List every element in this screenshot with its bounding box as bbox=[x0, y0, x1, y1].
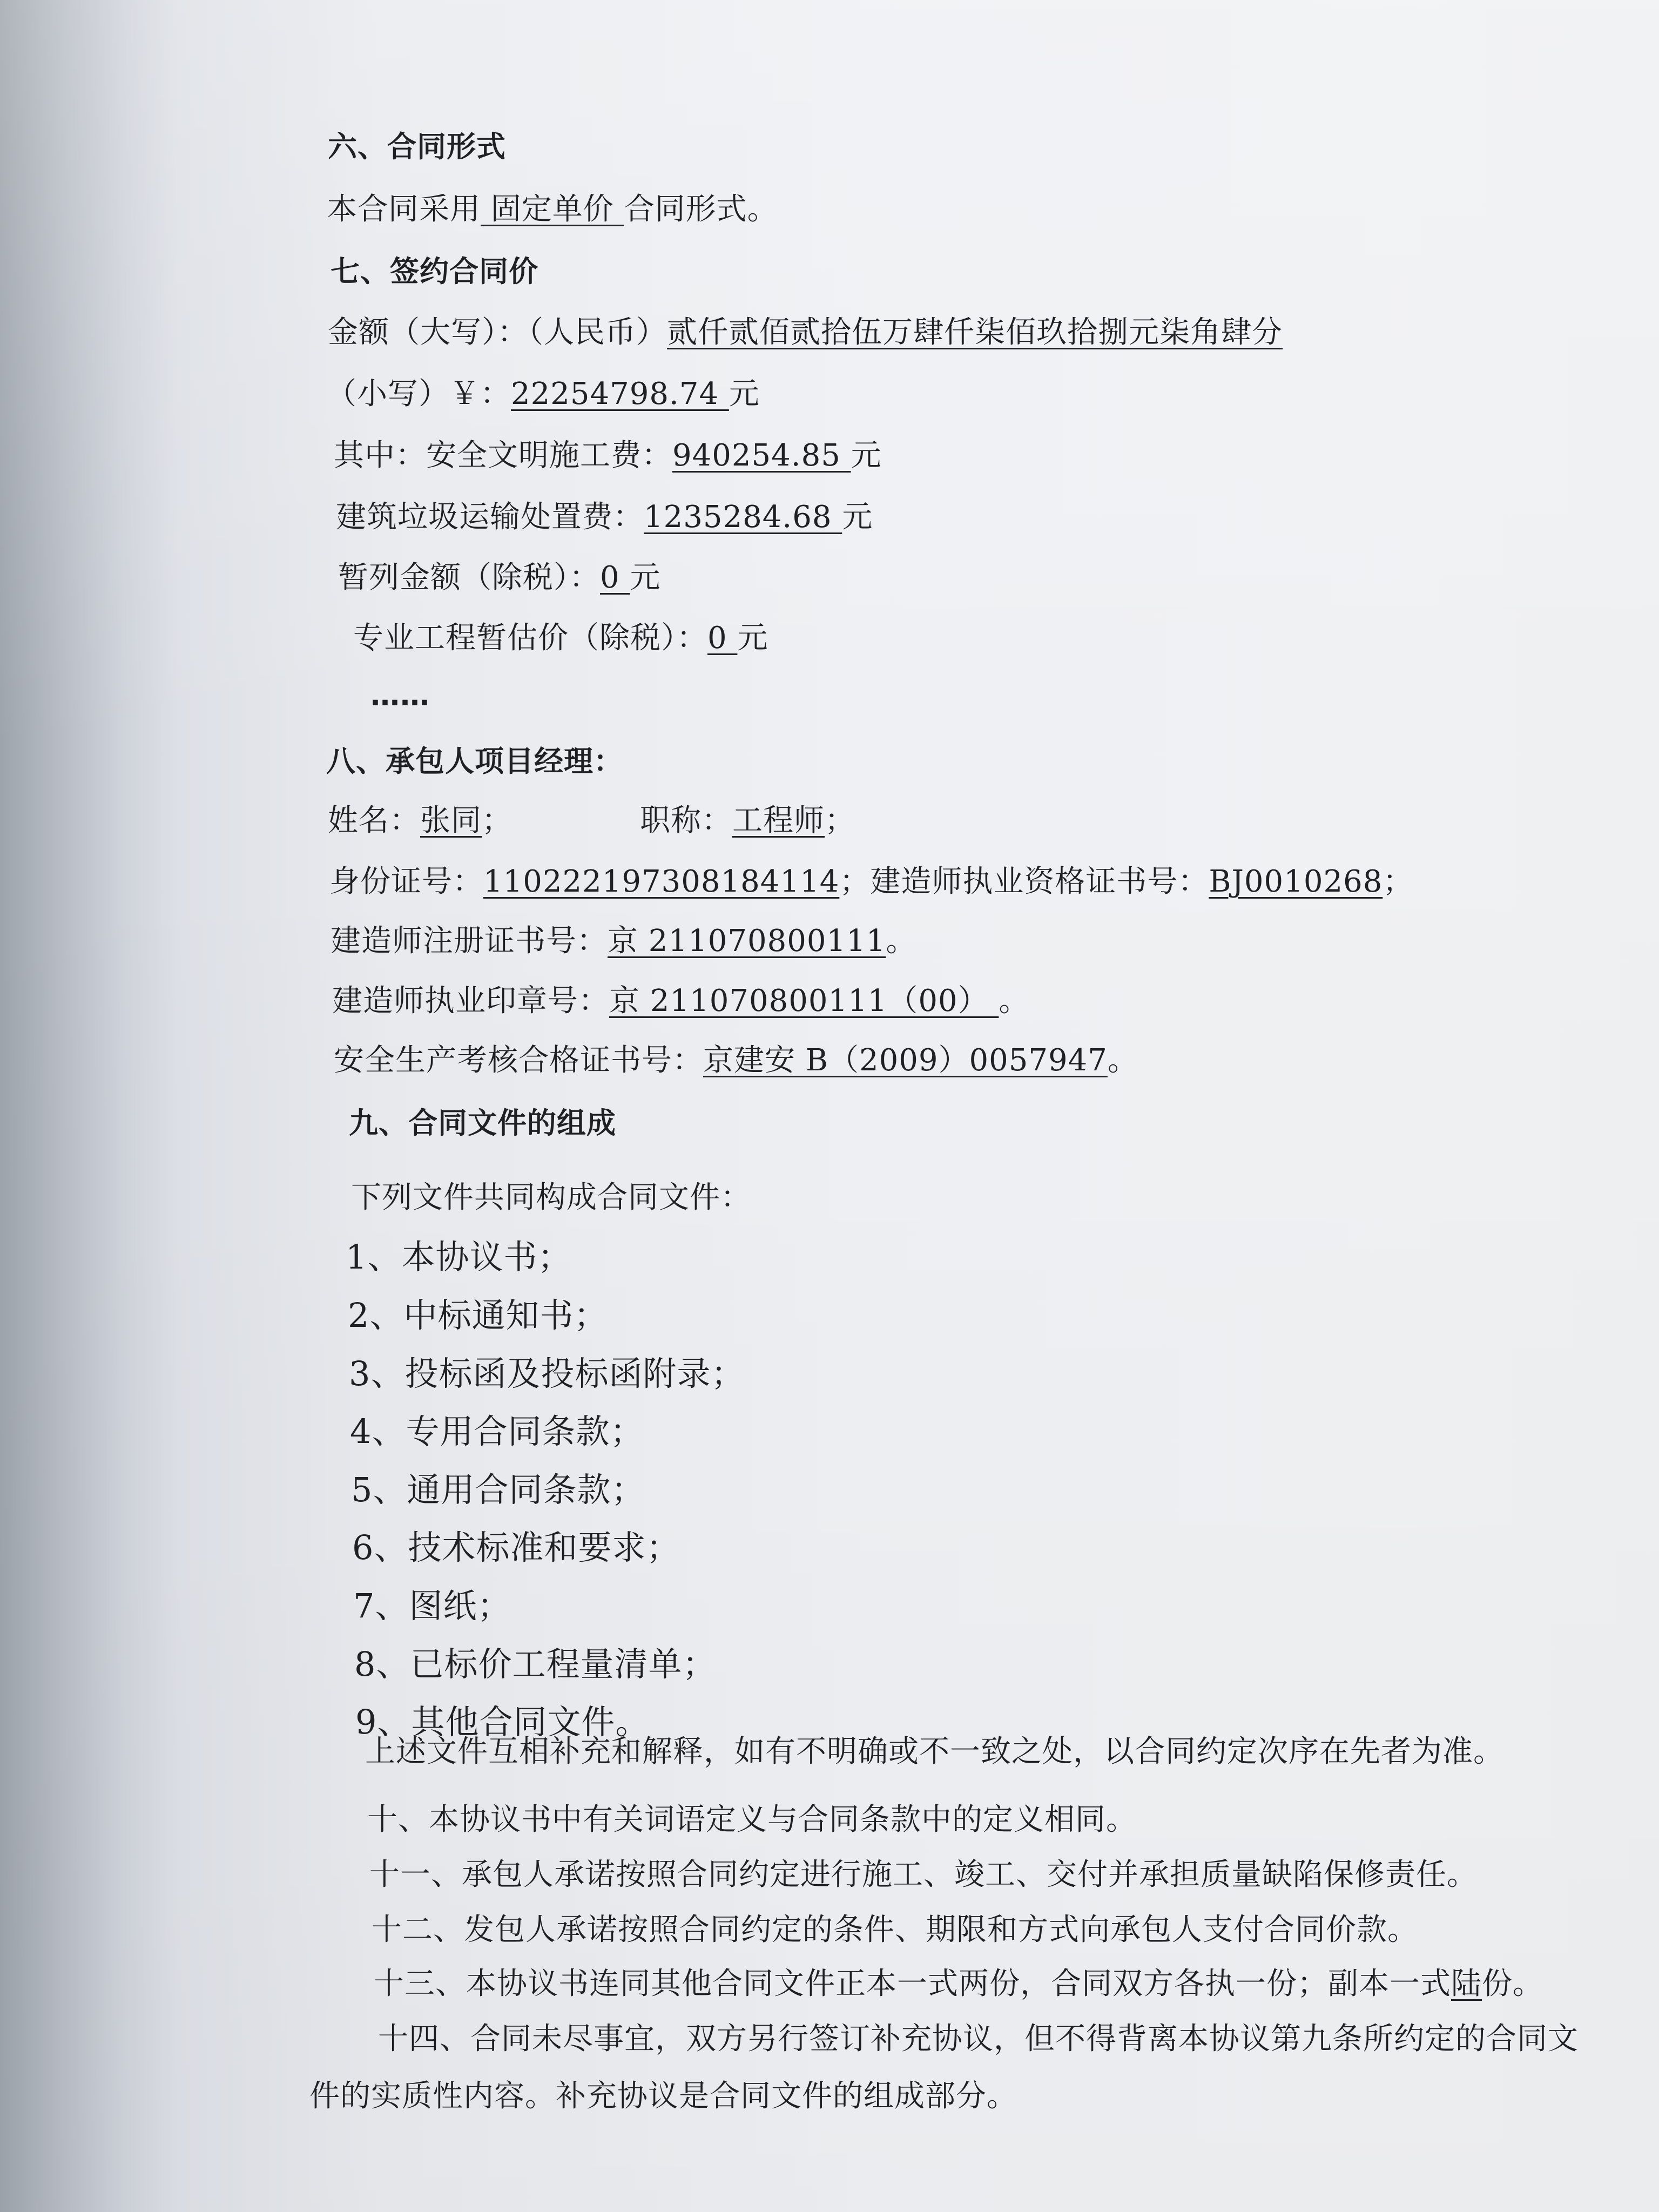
id-number-value: 110222197308184114 bbox=[483, 864, 840, 899]
manager-name-line bbox=[328, 801, 512, 840]
document-item-3: 3、投标函及投标函附录； bbox=[349, 1354, 745, 1393]
safety-cert-end: 。 bbox=[1107, 1043, 1138, 1078]
registration-end: 。 bbox=[886, 923, 917, 959]
section-9-heading: 九、合同文件的组成 bbox=[349, 1106, 616, 1140]
safety-fee-value: 940254.85 bbox=[672, 438, 851, 473]
amount-lower-value: 22254798.74 bbox=[511, 376, 729, 412]
contract-form-value: 固定单价 bbox=[481, 192, 624, 227]
section-6-heading: 六、合同形式 bbox=[328, 130, 506, 164]
ellipsis: …… bbox=[370, 678, 430, 712]
provisional-sum-unit: 元 bbox=[630, 560, 661, 595]
manager-title-label: 职称： bbox=[640, 803, 732, 838]
clause-11: 十一、承包人承诺按照合同约定进行施工、竣工、交付并承担质量缺陷保修责任。 bbox=[369, 1857, 1478, 1892]
documents-precedence-note: 上述文件互相补充和解释，如有不明确或不一致之处，以合同约定次序在先者为准。 bbox=[365, 1734, 1504, 1769]
waste-fee-unit: 元 bbox=[842, 500, 873, 535]
safety-cert-value: 京建安 B（2009）0057947 bbox=[703, 1043, 1108, 1078]
document-item-5: 5、通用合同条款； bbox=[351, 1470, 645, 1509]
waste-fee-line bbox=[336, 498, 873, 537]
safety-fee-unit: 元 bbox=[851, 438, 882, 473]
safety-fee-line bbox=[334, 436, 882, 475]
seal-value: 京 211070800111（00） bbox=[609, 983, 999, 1019]
provisional-sum-label: 暂列金额（除税）： bbox=[338, 560, 600, 595]
provisional-sum-line bbox=[338, 558, 660, 597]
document-item-9: 9、其他合同文件。 bbox=[355, 1702, 650, 1742]
manager-title-sep: ； bbox=[825, 803, 855, 838]
qualification-label: 建造师执业资格证书号： bbox=[870, 864, 1209, 899]
amount-lower-unit: 元 bbox=[729, 376, 760, 412]
contract-form-post: 合同形式。 bbox=[624, 192, 778, 227]
section-8-heading: 八、承包人项目经理： bbox=[326, 744, 623, 778]
safety-cert-label: 安全生产考核合格证书号： bbox=[334, 1043, 703, 1078]
manager-title-value: 工程师 bbox=[732, 803, 825, 838]
qualification-value: BJ0010268 bbox=[1209, 864, 1383, 899]
seal-line bbox=[332, 982, 1029, 1021]
copies-count: 陆 bbox=[1451, 1966, 1482, 2001]
document-item-1: 1、本协议书； bbox=[346, 1237, 572, 1277]
clause-13 bbox=[374, 1965, 1543, 2004]
estimate-label: 专业工程暂估价（除税）： bbox=[353, 621, 707, 656]
document-item-6: 6、技术标准和要求； bbox=[352, 1528, 680, 1567]
clause-10: 十、本协议书中有关词语定义与合同条款中的定义相同。 bbox=[367, 1802, 1137, 1837]
id-number-label: 身份证号： bbox=[329, 864, 483, 899]
provisional-sum-value: 0 bbox=[600, 560, 630, 595]
document-item-8: 8、已标价工程量清单； bbox=[354, 1644, 717, 1684]
documents-intro: 下列文件共同构成合同文件： bbox=[351, 1180, 751, 1215]
amount-upper-value: 贰仟贰佰贰拾伍万肆仟柒佰玖拾捌元柒角肆分 bbox=[667, 315, 1283, 350]
document-item-2: 2、中标通知书； bbox=[348, 1296, 608, 1335]
waste-fee-value: 1235284.68 bbox=[644, 500, 842, 535]
contract-form-line bbox=[327, 190, 778, 229]
amount-upper-line bbox=[328, 313, 1283, 352]
document-item-7: 7、图纸； bbox=[353, 1586, 511, 1626]
id-number-sep: ； bbox=[839, 864, 871, 899]
seal-label: 建造师执业印章号： bbox=[332, 983, 609, 1019]
estimate-line bbox=[353, 619, 768, 658]
manager-title-line bbox=[640, 801, 855, 840]
waste-fee-label: 建筑垃圾运输处置费： bbox=[336, 500, 644, 535]
clause-13-pre: 十三、本协议书连同其他合同文件正本一式两份，合同双方各执一份；副本一式 bbox=[374, 1966, 1451, 2001]
document-item-4: 4、专用合同条款； bbox=[350, 1412, 644, 1451]
manager-name-sep: ； bbox=[482, 803, 512, 838]
registration-value: 京 211070800111 bbox=[608, 923, 886, 959]
safety-cert-line bbox=[334, 1041, 1138, 1080]
seal-end: 。 bbox=[999, 983, 1030, 1019]
estimate-value: 0 bbox=[707, 621, 738, 656]
clause-14-line-2: 件的实质性内容。补充协议是合同文件的组成部分。 bbox=[309, 2079, 1017, 2114]
contract-form-pre: 本合同采用 bbox=[327, 192, 481, 227]
section-7-heading: 七、签约合同价 bbox=[331, 254, 538, 288]
id-qual-line bbox=[329, 862, 1413, 901]
registration-label: 建造师注册证书号： bbox=[331, 923, 608, 959]
manager-name-label: 姓名： bbox=[328, 803, 420, 838]
clause-13-post: 份。 bbox=[1482, 1966, 1543, 2001]
manager-name-value: 张同 bbox=[420, 803, 482, 838]
safety-fee-label: 其中：安全文明施工费： bbox=[334, 438, 672, 473]
registration-line bbox=[331, 922, 916, 961]
amount-upper-label: 金额（大写）：（人民币） bbox=[328, 315, 667, 350]
estimate-unit: 元 bbox=[737, 621, 768, 656]
clause-14-line-1: 十四、合同未尽事宜，双方另行签订补充协议，但不得背离本协议第九条所约定的合同文 bbox=[378, 2021, 1579, 2056]
clause-12: 十二、发包人承诺按照合同约定的条件、期限和方式向承包人支付合同价款。 bbox=[372, 1912, 1418, 1947]
amount-lower-line bbox=[326, 375, 760, 414]
qualification-sep: ； bbox=[1382, 864, 1414, 899]
amount-lower-label: （小写）￥： bbox=[326, 376, 511, 412]
